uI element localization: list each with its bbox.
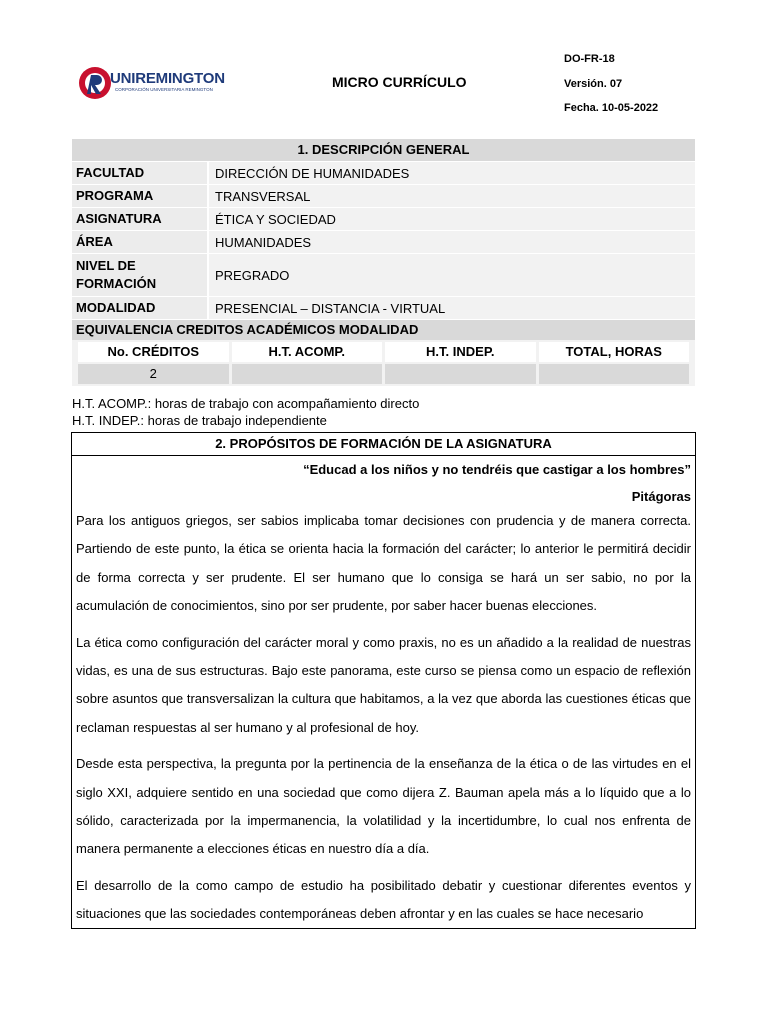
credits-value-cell: 2 [78,364,229,384]
paragraph: Desde esta perspectiva, la pregunta por la pertinencia de la enseñanza de la ética o de las virtudes en el siglo XXI, adquiere sentido en una sociedad que como dijera Z. Bauman apela más a lo líquido que a lo sólido, caracterizada por la impermanencia, la volatilidad y la incertidumbre, lo cual nos enfrenta de manera permanente a elecciones éticas en nuestro día a día. [76,756,691,857]
row-label: PROGRAMA [72,185,207,207]
row-label: MODALIDAD [72,297,207,319]
table-row [72,161,695,184]
document-date: Fecha. 10-05-2022 [564,102,659,114]
table-row [72,207,695,230]
section2-heading: 2. PROPÓSITOS DE FORMACIÓN DE LA ASIGNATURA [72,433,695,456]
table-row [72,230,695,253]
credits-header-cell: TOTAL, HORAS [539,342,690,362]
row-value: ÉTICA Y SOCIEDAD [209,208,695,230]
row-value: PREGRADO [209,254,695,296]
credits-header-cell: H.T. ACOMP. [232,342,383,362]
row-label: ASIGNATURA [72,208,207,230]
general-description-table [72,139,695,386]
epigraph-quote: “Educad a los niños y no tendréis que castigar a los hombres” [303,462,691,477]
row-value: DIRECCIÓN DE HUMANIDADES [209,162,695,184]
document-code: DO-FR-18 [564,53,615,65]
row-value: TRANSVERSAL [209,185,695,207]
row-value: HUMANIDADES [209,231,695,253]
row-value: PRESENCIAL – DISTANCIA - VIRTUAL [209,297,695,319]
epigraph-author: Pitágoras [631,489,691,504]
document-title: MICRO CURRÍCULO [332,74,467,90]
paragraph: Para los antiguos griegos, ser sabios implicaba tomar decisiones con prudencia y de manera correcta. Partiendo de este punto, la ética se orienta hacia la formación del carácter; lo anterior le permitirá decidir de forma correcta y ser prudente. El ser humano que lo consiga se hará un ser sabio, no por la acumulación de conocimientos, sino por ser prudente, por saber hacer buenas elecciones. [76,513,691,614]
table-row [72,253,695,296]
table-row [72,296,695,319]
equivalence-heading: EQUIVALENCIA CREDITOS ACADÉMICOS MODALIDAD [72,319,695,340]
note-line: H.T. INDEP.: horas de trabajo independiente [72,413,327,428]
logo-subtitle: CORPORACIÓN UNIVERSITARIA REMINGTON [115,87,213,92]
paragraph: El desarrollo de la como campo de estudio ha posibilitado debatir y cuestionar diferentes eventos y situaciones que las sociedades contemporáneas deben afrontar y en las cuales se hace necesario [76,877,691,922]
uniremington-logo [78,64,112,102]
section1-heading: 1. DESCRIPCIÓN GENERAL [72,139,695,161]
document-version: Versión. 07 [564,78,623,90]
credits-value-cell [385,364,536,384]
row-label: FACULTAD [72,162,207,184]
credits-value-cell [539,364,690,384]
paragraph: La ética como configuración del carácter moral y como praxis, no es un añadido a la realidad de nuestras vidas, es una de sus estructuras. Bajo este panorama, este curso se piensa como un espacio de reflexión sobre asuntos que transversalizan la cultura que habitamos, a la vez que aborda las cuestiones éticas que reclaman respuestas al ser humano y al profesional de hoy. [76,634,691,735]
training-purposes-section [71,432,696,929]
credits-header-cell: No. CRÉDITOS [78,342,229,362]
row-label: NIVEL DE FORMACIÓN [72,254,207,296]
abbreviation-notes [72,395,419,429]
row-label: ÁREA [72,231,207,253]
credits-table [72,340,695,386]
logo-brand: UNIREMINGTON [110,70,225,87]
credits-header-cell: H.T. INDEP. [385,342,536,362]
credits-value-cell [232,364,383,384]
table-row [72,184,695,207]
note-line: H.T. ACOMP.: horas de trabajo con acompañamiento directo [72,396,420,411]
